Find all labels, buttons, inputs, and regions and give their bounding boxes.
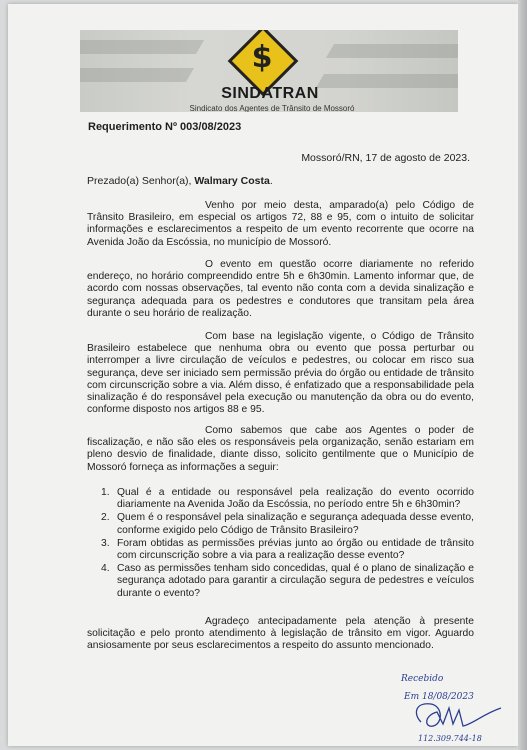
- reference-number: Requerimento Nº 003/08/2023: [88, 121, 242, 133]
- list-item-text: Caso as permissões tenham sido concedidas, qual é o plano de sinalização e segurança adotado para garantir a circulação segura de pedestres e veículos durante o evento?: [117, 563, 474, 599]
- list-item: [87, 512, 474, 536]
- closing-text: Agradeço antecipadamente pela atenção à presente solicitação e pelo pronto atendimento à legislação de trânsito em vigor. Aguardo ansiosamente por seus esclarecimentos a respeito do assunto mencionado.: [87, 616, 474, 652]
- list-item: [87, 538, 474, 562]
- paragraph-4: [87, 425, 474, 474]
- brand-tagline: Sindicato dos Agentes de Trânsito de Mossoró: [189, 104, 355, 112]
- handwritten-signature: [403, 694, 513, 734]
- paragraph-2: [87, 259, 474, 320]
- paragraph-3-text: Com base na legislação vigente, o Código de Trânsito Brasileiro estabelece que nenhuma obra ou evento que possa perturbar ou interromper a livre circulação de veículos e pedestres, ou colocar em risco sua segurança, deve ser iniciado sem permissão prévia do órgão ou entidade de trânsito com circunscrição sobre a via. Além disso, é enfatizado que a responsabilidade pela sinalização é do responsável pela execução ou manutenção da obra ou do evento, conforme disposto nos artigos 88 e 95.: [87, 331, 474, 416]
- question-list: [87, 487, 474, 601]
- list-item-number: 2.: [101, 512, 110, 524]
- document-page: [8, 4, 518, 746]
- logo-s-glyph: $: [251, 40, 273, 75]
- salutation: [87, 175, 273, 187]
- paragraph-1-text: Venho por meio desta, amparado(a) pelo Código de Trânsito Brasileiro, em especial os artigos 72, 88 e 95, com o intuito de solicitar informações e esclarecimentos a respeito de um evento recorrente que ocorre na Avenida João da Escóssia, no município de Mossoró.: [87, 200, 474, 248]
- addressee-name: Walmary Costa: [194, 175, 270, 187]
- list-item-number: 1.: [101, 487, 110, 498]
- receipt-label: Recebido: [401, 674, 444, 684]
- date-line: Mossoró/RN, 17 de agosto de 2023.: [301, 152, 470, 164]
- paragraph-3: [87, 331, 474, 416]
- paragraph-2-text: O evento em questão ocorre diariamente no referido endereço, no horário compreendido entre 5h e 6h30min. Lamento informar que, de acordo com nossas observações, tal evento não conta com a devida sinalização e segurança adequada para os pedestres e condutores que transitam pela área durante o seu horário de realização.: [87, 259, 474, 319]
- closing-paragraph: [87, 616, 474, 653]
- list-item: [87, 563, 474, 600]
- brand-name: SINDATRAN: [221, 85, 319, 102]
- list-item-text: Foram obtidas as permissões prévias junto ao órgão ou entidade de trânsito com circunscrição sobre a via para a realização desse evento?: [117, 537, 474, 562]
- letterhead-banner: [80, 30, 458, 112]
- paragraph-1: [87, 200, 474, 249]
- list-item: [87, 487, 474, 511]
- list-item-text: Qual é a entidade ou responsável pela realização do evento ocorrido diariamente na Avenida João da Escóssia, no período entre 5h e 6h30min?: [117, 487, 474, 511]
- paragraph-4-text: Como sabemos que cabe aos Agentes o poder de fiscalização, e não são eles os responsáveis pela organização, senão estariam em pleno desvio de finalidade, diante disso, solicito gentilmente que o Município de Mossoró forneça as informações a seguir:: [87, 425, 474, 473]
- addressee-suffix: .: [269, 175, 273, 187]
- receipt-date: Em 18/08/2023: [404, 692, 474, 702]
- list-item-number: 4.: [101, 563, 110, 575]
- page-edge-shadow: [518, 0, 527, 750]
- list-item-number: 3.: [101, 537, 110, 549]
- salutation-text: Prezado(a) Senhor(a),: [87, 175, 192, 187]
- receipt-code: 112.309.744-18: [418, 734, 482, 743]
- list-item-text: Quem é o responsável pela sinalização e segurança adequada desse evento, conforme exigido pelo Código de Trânsito Brasileiro?: [117, 512, 474, 536]
